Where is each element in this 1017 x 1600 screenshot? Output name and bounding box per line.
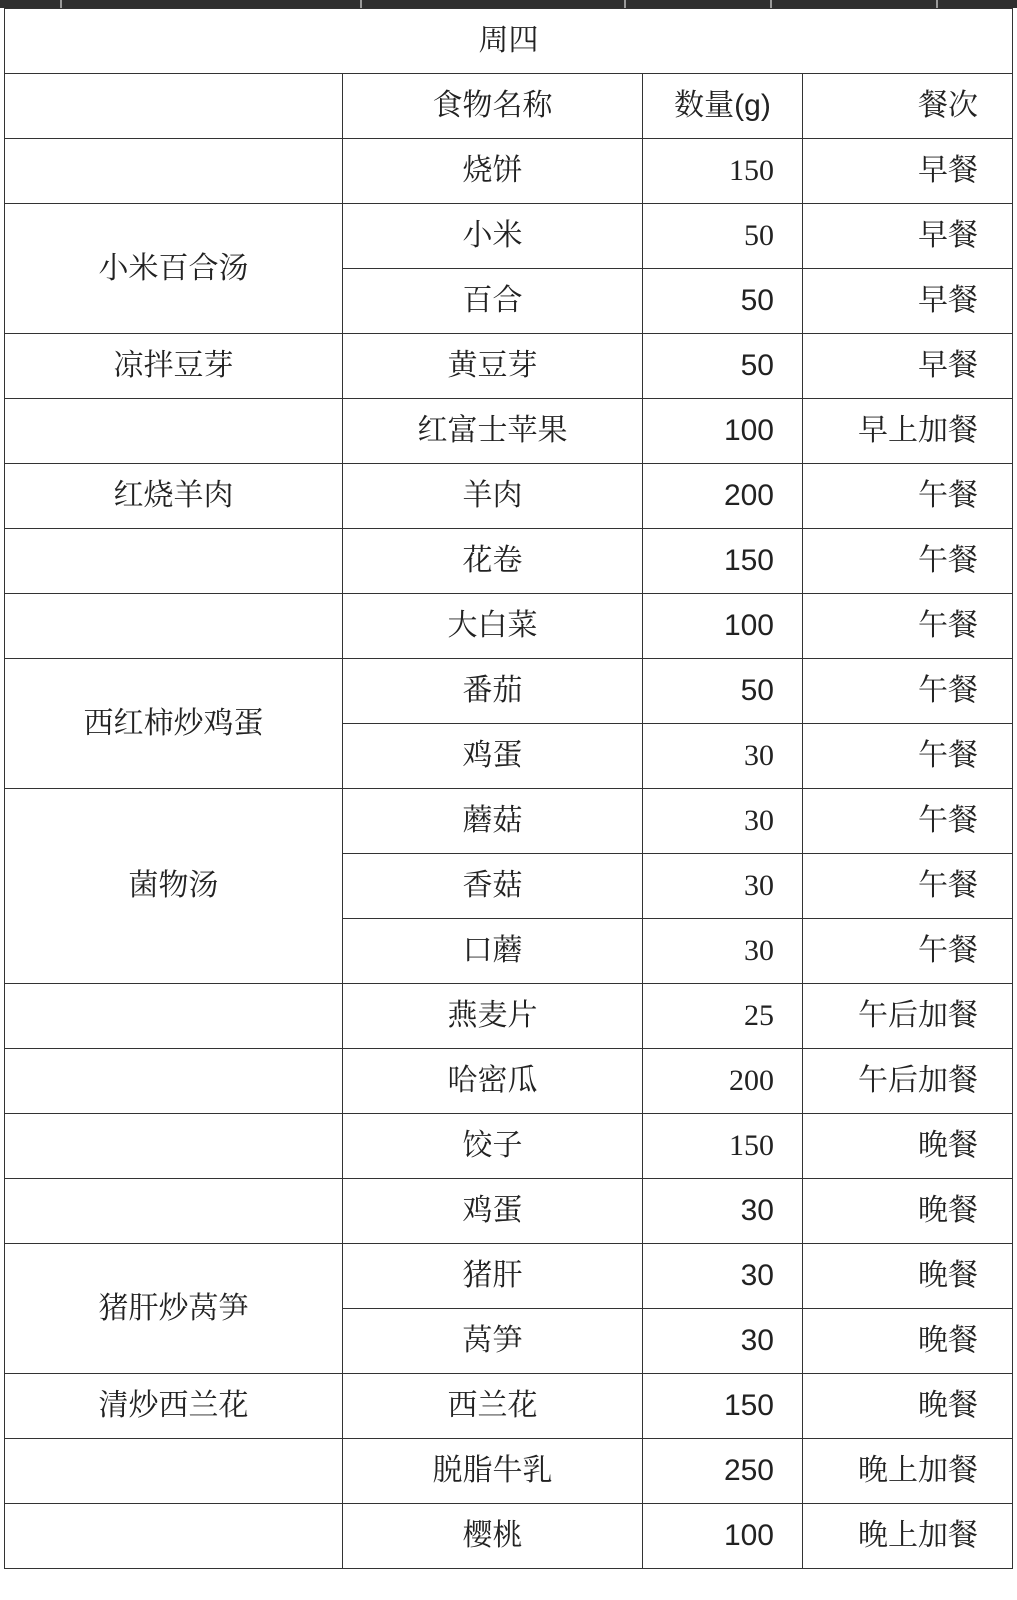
- dish-cell: [5, 1504, 343, 1569]
- table-row: [5, 789, 1013, 854]
- meal-cell: 早上加餐: [803, 399, 1013, 464]
- meal-cell: 晚餐: [803, 1244, 1013, 1309]
- quantity-cell: 100: [643, 594, 803, 659]
- quantity-cell: 150: [643, 1114, 803, 1179]
- food-cell: 红富士苹果: [343, 399, 643, 464]
- quantity-cell: 250: [643, 1439, 803, 1504]
- dish-cell: [5, 1114, 343, 1179]
- meal-cell: 晚餐: [803, 1114, 1013, 1179]
- table-row: [5, 529, 1013, 594]
- dish-cell: [5, 1439, 343, 1504]
- table-row: [5, 1504, 1013, 1569]
- dish-cell: [5, 529, 343, 594]
- meal-cell: 午餐: [803, 724, 1013, 789]
- meal-cell: 午餐: [803, 464, 1013, 529]
- dish-cell: 清炒西兰花: [5, 1374, 343, 1439]
- header-meal: 餐次: [803, 74, 1013, 139]
- meal-cell: 午餐: [803, 529, 1013, 594]
- food-cell: 蘑菇: [343, 789, 643, 854]
- table-row: [5, 984, 1013, 1049]
- food-cell: 哈密瓜: [343, 1049, 643, 1114]
- table-row: [5, 1374, 1013, 1439]
- table-row: [5, 1439, 1013, 1504]
- dish-cell: 菌物汤: [5, 789, 343, 984]
- top-edge-strip: [0, 0, 1017, 8]
- dish-cell: [5, 594, 343, 659]
- meal-cell: 午餐: [803, 854, 1013, 919]
- table-row: [5, 594, 1013, 659]
- quantity-cell: 200: [643, 1049, 803, 1114]
- meal-plan-table: [4, 8, 1013, 1569]
- quantity-cell: 150: [643, 1374, 803, 1439]
- table-row: [5, 334, 1013, 399]
- meal-cell: 晚上加餐: [803, 1439, 1013, 1504]
- food-cell: 花卷: [343, 529, 643, 594]
- quantity-cell: 50: [643, 334, 803, 399]
- quantity-cell: 100: [643, 1504, 803, 1569]
- day-row: [5, 9, 1013, 74]
- table-row: [5, 139, 1013, 204]
- day-title: 周四: [5, 9, 1013, 74]
- header-food-name: 食物名称: [343, 74, 643, 139]
- food-cell: 鸡蛋: [343, 1179, 643, 1244]
- food-cell: 鸡蛋: [343, 724, 643, 789]
- meal-cell: 晚上加餐: [803, 1504, 1013, 1569]
- quantity-cell: 50: [643, 269, 803, 334]
- dish-cell: 红烧羊肉: [5, 464, 343, 529]
- meal-cell: 午后加餐: [803, 1049, 1013, 1114]
- quantity-cell: 30: [643, 724, 803, 789]
- food-cell: 燕麦片: [343, 984, 643, 1049]
- header-quantity: 数量(g): [643, 74, 803, 139]
- meal-cell: 早餐: [803, 204, 1013, 269]
- meal-cell: 午餐: [803, 919, 1013, 984]
- meal-cell: 午餐: [803, 789, 1013, 854]
- table-row: [5, 399, 1013, 464]
- food-cell: 口蘑: [343, 919, 643, 984]
- dish-cell: 西红柿炒鸡蛋: [5, 659, 343, 789]
- table-row: [5, 464, 1013, 529]
- quantity-cell: 25: [643, 984, 803, 1049]
- table-row: [5, 1114, 1013, 1179]
- quantity-cell: 150: [643, 529, 803, 594]
- table-row: [5, 204, 1013, 269]
- food-cell: 番茄: [343, 659, 643, 724]
- food-cell: 香菇: [343, 854, 643, 919]
- food-cell: 黄豆芽: [343, 334, 643, 399]
- quantity-cell: 200: [643, 464, 803, 529]
- quantity-cell: 50: [643, 204, 803, 269]
- food-cell: 羊肉: [343, 464, 643, 529]
- dish-cell: [5, 984, 343, 1049]
- table-row: [5, 1049, 1013, 1114]
- quantity-cell: 30: [643, 854, 803, 919]
- dish-cell: [5, 1179, 343, 1244]
- meal-cell: 早餐: [803, 269, 1013, 334]
- quantity-cell: 30: [643, 789, 803, 854]
- dish-cell: 猪肝炒莴笋: [5, 1244, 343, 1374]
- table-row: [5, 659, 1013, 724]
- quantity-cell: 30: [643, 1179, 803, 1244]
- food-cell: 脱脂牛乳: [343, 1439, 643, 1504]
- quantity-cell: 30: [643, 919, 803, 984]
- quantity-cell: 150: [643, 139, 803, 204]
- food-cell: 饺子: [343, 1114, 643, 1179]
- quantity-cell: 100: [643, 399, 803, 464]
- table-row: [5, 1244, 1013, 1309]
- meal-cell: 晚餐: [803, 1179, 1013, 1244]
- quantity-cell: 50: [643, 659, 803, 724]
- table-row: [5, 1179, 1013, 1244]
- meal-cell: 午后加餐: [803, 984, 1013, 1049]
- meal-cell: 午餐: [803, 594, 1013, 659]
- food-cell: 烧饼: [343, 139, 643, 204]
- dish-cell: [5, 139, 343, 204]
- header-dish: [5, 74, 343, 139]
- meal-cell: 午餐: [803, 659, 1013, 724]
- food-cell: 大白菜: [343, 594, 643, 659]
- header-row: [5, 74, 1013, 139]
- dish-cell: [5, 399, 343, 464]
- meal-cell: 早餐: [803, 139, 1013, 204]
- quantity-cell: 30: [643, 1309, 803, 1374]
- food-cell: 西兰花: [343, 1374, 643, 1439]
- quantity-cell: 30: [643, 1244, 803, 1309]
- food-cell: 樱桃: [343, 1504, 643, 1569]
- dish-cell: 凉拌豆芽: [5, 334, 343, 399]
- food-cell: 猪肝: [343, 1244, 643, 1309]
- meal-cell: 晚餐: [803, 1374, 1013, 1439]
- dish-cell: 小米百合汤: [5, 204, 343, 334]
- food-cell: 小米: [343, 204, 643, 269]
- food-cell: 百合: [343, 269, 643, 334]
- meal-cell: 早餐: [803, 334, 1013, 399]
- dish-cell: [5, 1049, 343, 1114]
- food-cell: 莴笋: [343, 1309, 643, 1374]
- meal-cell: 晚餐: [803, 1309, 1013, 1374]
